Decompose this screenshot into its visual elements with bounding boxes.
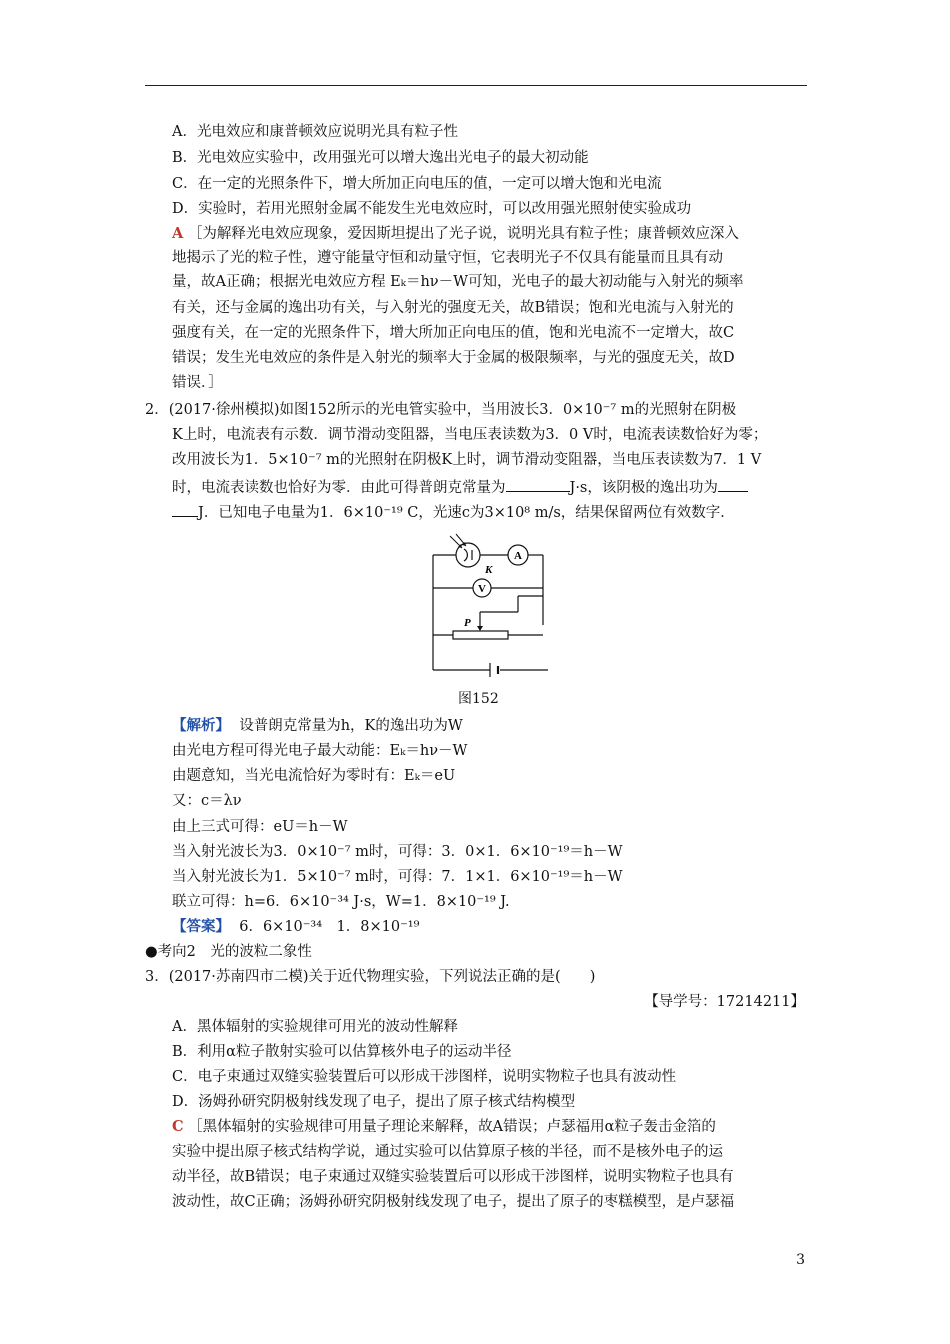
page-number: 3 bbox=[796, 1252, 805, 1268]
q3-option-d: D．汤姆孙研究阴极射线发现了电子，提出了原子核式结构模型 bbox=[172, 1094, 576, 1110]
answer-blank bbox=[718, 477, 748, 492]
q2-stem-line: K上时，电流表有示数．调节滑动变阻器，当电压表读数为3．0 V时，电流表读数恰好为零； bbox=[172, 427, 768, 443]
q3-stem: 3．(2017·苏南四市二模)关于近代物理实验，下列说法正确的是( ) bbox=[145, 969, 596, 985]
answer-blank bbox=[506, 477, 570, 492]
q3-explanation-line: 动半径，故B错误；电子束通过双缝实验装置后可以形成干涉图样，说明实物粒子也具有 bbox=[172, 1169, 734, 1185]
analysis-line: 当入射光波长为1．5×10⁻⁷ m时，可得：7．1×1．6×10⁻¹⁹＝h－W bbox=[172, 869, 623, 885]
cathode-label: K bbox=[485, 564, 493, 576]
answer-tag: 【答案】 bbox=[172, 918, 230, 935]
analysis-line bbox=[172, 717, 463, 735]
voltmeter-label: V bbox=[478, 583, 486, 595]
guide-number: 【导学号：17214211】 bbox=[644, 994, 805, 1010]
q3-answer-letter: C bbox=[172, 1118, 184, 1135]
analysis-line: 由题意知，当光电流恰好为零时有：Eₖ＝eU bbox=[172, 768, 456, 784]
q1-explanation-line: 地揭示了光的粒子性，遵守能量守恒和动量守恒，它表明光子不仅具有能量而且具有动 bbox=[172, 250, 723, 266]
q3-option-c: C．电子束通过双缝实验装置后可以形成干涉图样，说明实物粒子也具有波动性 bbox=[172, 1069, 677, 1085]
q2-stem-line bbox=[172, 502, 735, 522]
answer-line bbox=[172, 918, 419, 936]
q1-option-a: A．光电效应和康普顿效应说明光具有粒子性 bbox=[172, 124, 458, 140]
q3-option-b: B．利用α粒子散射实验可以估算核外电子的运动半径 bbox=[172, 1044, 512, 1060]
q2-stem-text: 时，电流表读数也恰好为零．由此可得普朗克常量为 bbox=[172, 480, 506, 496]
header-rule bbox=[145, 85, 807, 86]
slider-label: P bbox=[464, 617, 471, 629]
analysis-line: 当入射光波长为3．0×10⁻⁷ m时，可得：3．0×1．6×10⁻¹⁹＝h－W bbox=[172, 844, 623, 860]
q2-stem-line: 2．(2017·徐州模拟)如图152所示的光电管实验中，当用波长3．0×10⁻⁷ m的光照射在阴极 bbox=[145, 402, 737, 418]
q1-explanation-line: 有关，还与金属的逸出功有关，与入射光的强度无关，故B错误；饱和光电流与入射光的 bbox=[172, 300, 734, 316]
figure-caption: 图152 bbox=[458, 691, 499, 707]
photocell-circuit-figure bbox=[428, 530, 548, 680]
q3-explanation-text: ［黑体辐射的实验规律可用量子理论来解释，故A错误；卢瑟福用α粒子轰击金箔的 bbox=[188, 1119, 716, 1135]
q1-option-b: B．光电效应实验中，改用强光可以增大逸出光电子的最大初动能 bbox=[172, 150, 589, 166]
q1-explanation-line: 错误；发生光电效应的条件是入射光的频率大于金属的极限频率，与光的强度无关，故D bbox=[172, 350, 735, 366]
analysis-line: 又：c＝λν bbox=[172, 793, 242, 809]
q3-explanation-line: 实验中提出原子核式结构学说，通过实验可以估算原子核的半径，而不是核外电子的运 bbox=[172, 1144, 723, 1160]
q2-stem-line: 改用波长为1．5×10⁻⁷ m的光照射在阴极K上时，调节滑动变阻器，当电压表读数为7．1 V bbox=[172, 452, 762, 468]
q1-answer-letter: A bbox=[172, 225, 184, 242]
q2-stem-text: J．已知电子电量为1．6×10⁻¹⁹ C，光速c为3×10⁸ m/s，结果保留两位有效数字． bbox=[198, 505, 735, 521]
q1-explanation-line: 错误．］ bbox=[172, 375, 223, 391]
analysis-line: 由光电方程可得光电子最大动能：Eₖ＝hν－W bbox=[172, 743, 468, 759]
q1-option-d: D．实验时，若用光照射金属不能发生光电效应时，可以改用强光照射使实验成功 bbox=[172, 201, 692, 217]
q3-explanation-line bbox=[172, 1118, 716, 1136]
q2-stem-line bbox=[172, 477, 748, 497]
answer-blank bbox=[172, 502, 198, 517]
q1-explanation-line bbox=[172, 225, 739, 243]
analysis-text: 设普朗克常量为h，K的逸出功为W bbox=[239, 718, 463, 734]
rheostat-icon bbox=[453, 631, 508, 639]
analysis-line: 联立可得：h=6．6×10⁻³⁴ J·s，W=1．8×10⁻¹⁹ J. bbox=[172, 894, 510, 910]
q1-option-c: C．在一定的光照条件下，增大所加正向电压的值，一定可以增大饱和光电流 bbox=[172, 176, 662, 192]
analysis-line: 由上三式可得：eU＝h－W bbox=[172, 819, 348, 835]
q1-explanation-text: ［为解释光电效应现象，爱因斯坦提出了光子说，说明光具有粒子性；康普顿效应深入 bbox=[187, 226, 739, 242]
q1-explanation-line: 量，故A正确；根据光电效应方程 Eₖ＝hν－W可知，光电子的最大初动能与入射光的频率 bbox=[172, 274, 744, 290]
answer-text: 6．6×10⁻³⁴ 1．8×10⁻¹⁹ bbox=[239, 919, 420, 935]
q3-option-a: A．黑体辐射的实验规律可用光的波动性解释 bbox=[172, 1019, 458, 1035]
q3-explanation-line: 波动性，故C正确；汤姆孙研究阴极射线发现了电子，提出了原子的枣糕模型，是卢瑟福 bbox=[172, 1194, 735, 1210]
analysis-tag: 【解析】 bbox=[172, 717, 230, 734]
ammeter-label: A bbox=[514, 550, 522, 562]
q1-explanation-line: 强度有关，在一定的光照条件下，增大所加正向电压的值，饱和光电流不一定增大，故C bbox=[172, 325, 735, 341]
q2-stem-text: J·s，该阴极的逸出功为 bbox=[569, 480, 718, 496]
section-heading: ●考向2 光的波粒二象性 bbox=[145, 944, 312, 960]
